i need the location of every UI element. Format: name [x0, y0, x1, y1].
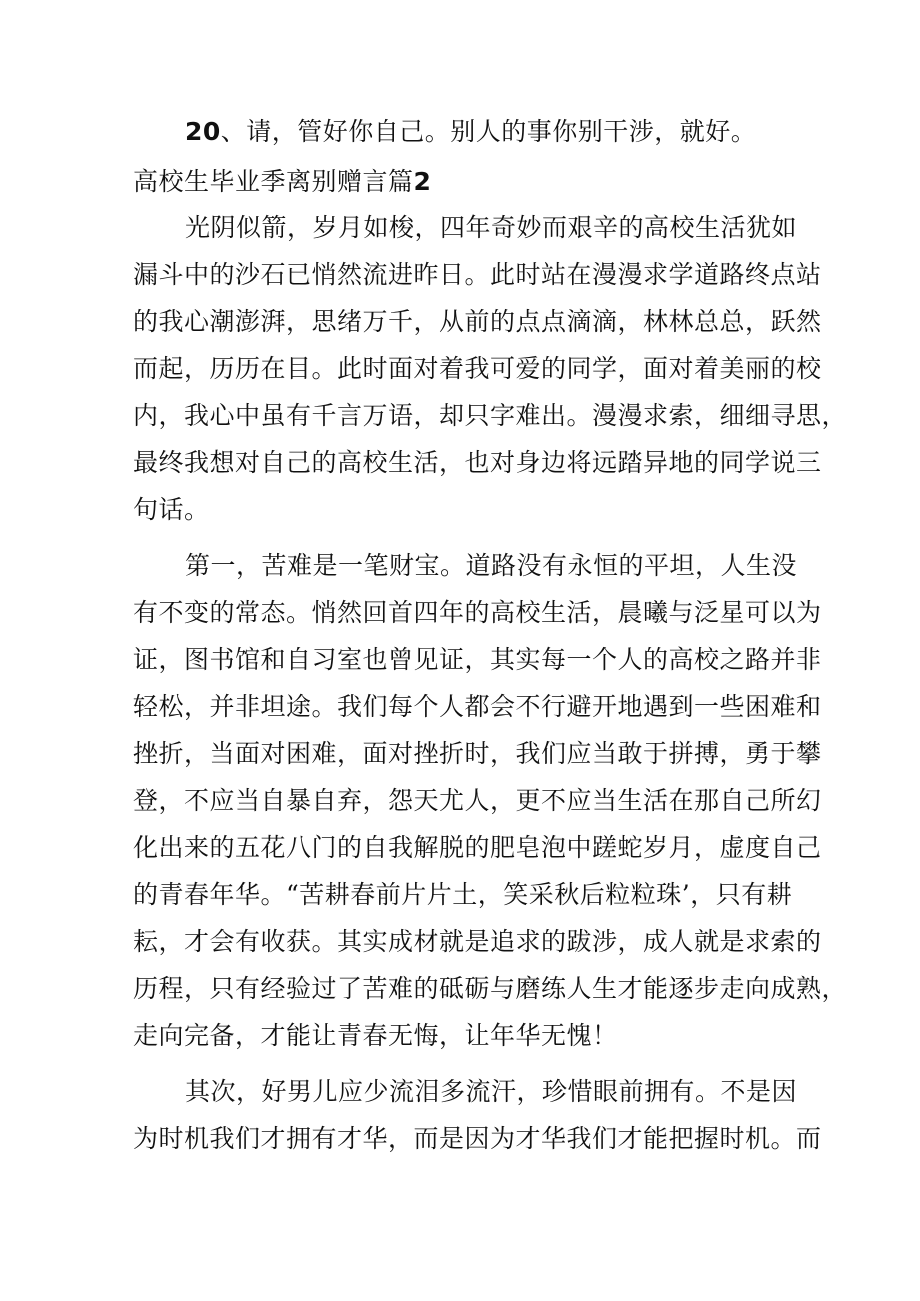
- paragraph-line: 历程，只有经验过了苦难的砥砺与磨练人生才能逐步走向成熟，: [133, 974, 848, 1003]
- paragraph-line: 轻松，并非坦途。我们每个人都会不行避开地遇到一些困难和: [133, 692, 822, 721]
- paragraph-line: 句话。: [133, 495, 210, 524]
- heading-text: 高校生毕业季离别赠言篇: [133, 167, 414, 196]
- paragraph-line: 为时机我们才拥有才华，而是因为才华我们才能把握时机。而: [133, 1124, 822, 1153]
- paragraph-line: 挫折，当面对困难，面对挫折时，我们应当敢于拼搏，勇于攀: [133, 739, 822, 768]
- paragraph-line: 的青春年华。“苦耕春前片片土，笑采秋后粒粒珠’，只有耕: [133, 880, 793, 909]
- paragraph-line: 有不变的常态。悄然回首四年的高校生活，晨曦与泛星可以为: [133, 598, 822, 627]
- section-heading: [133, 167, 797, 197]
- paragraph-line: 最终我想对自己的高校生活，也对身边将远踏异地的同学说三: [133, 448, 822, 477]
- paragraph-line: 其次，好男儿应少流泪多流汗，珍惜眼前拥有。不是因: [185, 1077, 798, 1106]
- paragraph-line: 化出来的五花八门的自我解脱的肥皂泡中蹉蛇岁月，虚度自己: [133, 833, 822, 862]
- paragraph-line: 登，不应当自暴自弃，怨天尤人，更不应当生活在那自己所幻: [133, 786, 822, 815]
- item-text: 、请，管好你自己。别人的事你别干涉，就好。: [220, 117, 757, 146]
- paragraph-line: 的我心潮澎湃，思绪万千，从前的点点滴滴，林林总总，跃然: [133, 307, 822, 336]
- heading-number: 2: [413, 167, 432, 196]
- paragraph-line: 证，图书馆和自习室也曾见证，其实每一个人的高校之路并非: [133, 645, 822, 674]
- list-item-20: [133, 117, 849, 147]
- paragraph-line: 光阴似箭，岁月如梭，四年奇妙而艰辛的高校生活犹如: [185, 213, 798, 242]
- paragraph-line: 走向完备，才能让青春无悔，让年华无愧！: [133, 1021, 618, 1050]
- paragraph-line: 第一，苦难是一笔财宝。道路没有永恒的平坦，人生没: [185, 551, 798, 580]
- paragraph-line: 漏斗中的沙石已悄然流进昨日。此时站在漫漫求学道路终点站: [133, 260, 822, 289]
- paragraph-line: 内，我心中虽有千言万语，却只字难出。漫漫求索，细细寻思，: [133, 401, 848, 430]
- paragraph-line: 耘，才会有收获。其实成材就是追求的跋涉，成人就是求索的: [133, 927, 822, 956]
- paragraph-line: 而起，历历在目。此时面对着我可爱的同学，面对着美丽的校: [133, 354, 822, 383]
- item-number: 20: [185, 117, 221, 146]
